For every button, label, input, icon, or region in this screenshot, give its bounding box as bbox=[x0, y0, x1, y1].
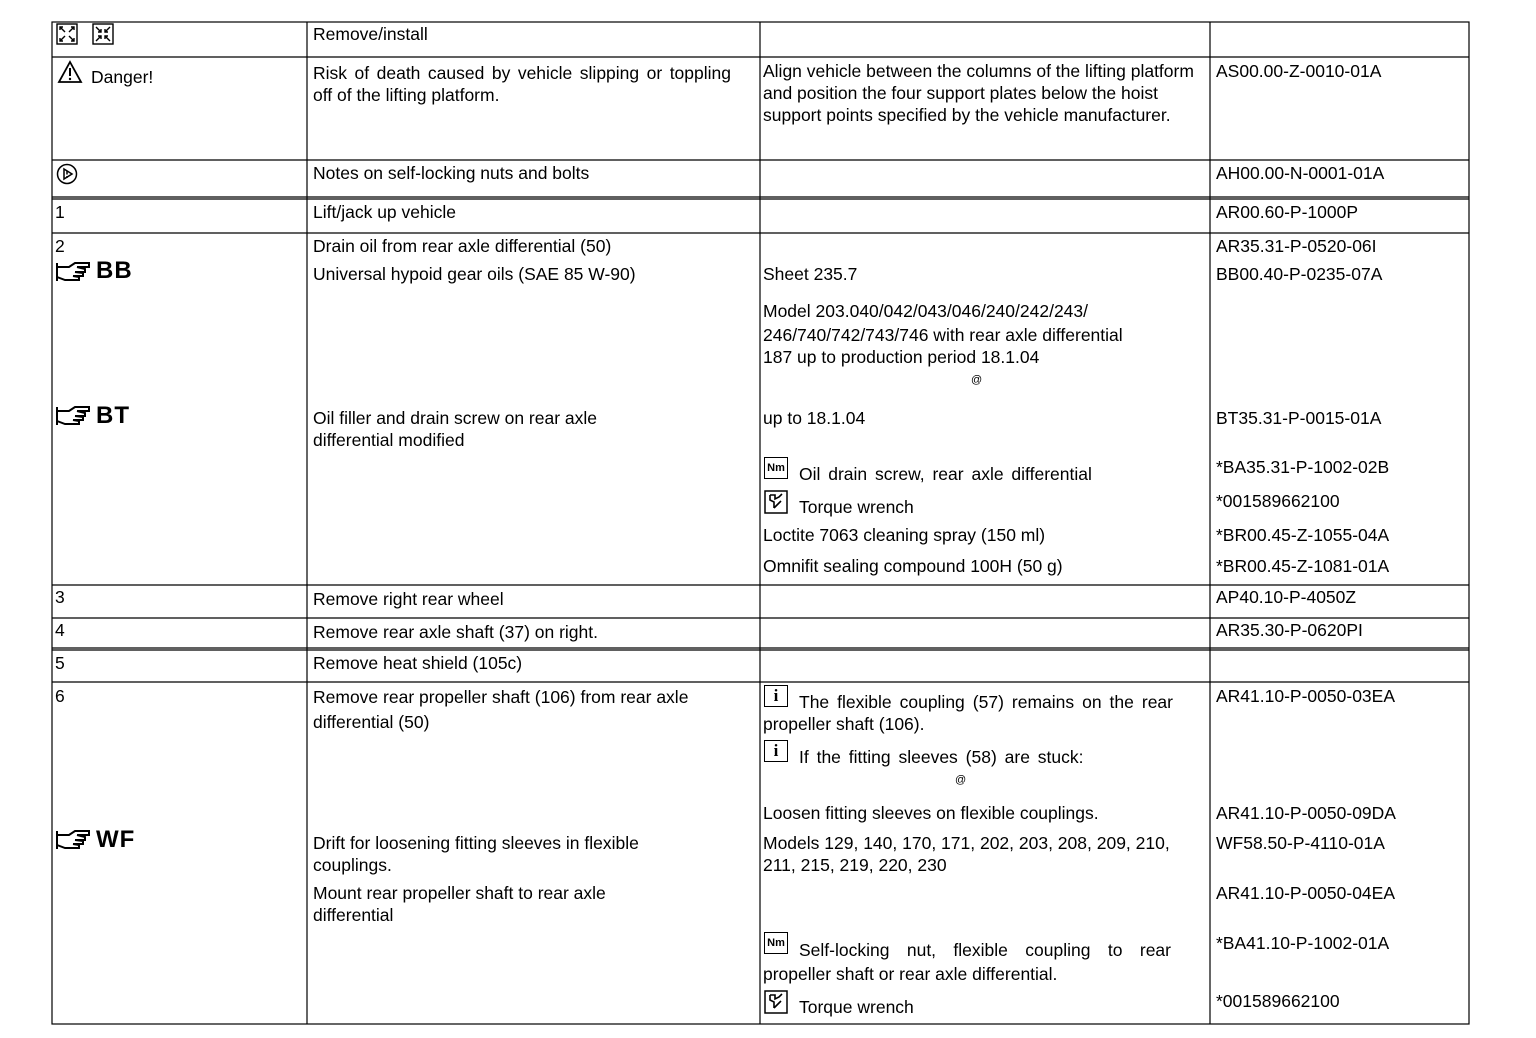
torque-label: Self-locking nut, flexible coupling to rear propeller shaft or rear axle differential. bbox=[763, 940, 1171, 984]
loctite-text: Loctite 7063 cleaning spray (150 ml) bbox=[763, 525, 1046, 545]
step-text: Remove heat shield (105c) bbox=[313, 653, 523, 673]
tool-ref: *001589662100 bbox=[1216, 991, 1340, 1011]
torque-wrench-icon bbox=[764, 490, 788, 514]
torque-ref: *BA35.31-P-1002-02B bbox=[1216, 457, 1390, 477]
note-play-icon bbox=[56, 163, 80, 187]
danger-ref: AS00.00-Z-0010-01A bbox=[1216, 61, 1382, 81]
bb-code: BB bbox=[96, 257, 133, 284]
danger-measure-text: Align vehicle between the columns of the lifting platform and position the four support plates below the hoist support points specified by the vehicle manufacturer. bbox=[763, 61, 1194, 125]
bb-model-line: Model 203.040/042/043/046/240/242/243/ bbox=[763, 301, 1089, 321]
loosen-text: Loosen fitting sleeves on flexible couplings. bbox=[763, 803, 1099, 823]
bb-model-line: 187 up to production period 18.1.04 bbox=[763, 347, 1040, 367]
info-text: The flexible coupling (57) remains on the rear propeller shaft (106). bbox=[763, 692, 1173, 734]
info-text: If the fitting sleeves (58) are stuck: bbox=[799, 747, 1084, 767]
warning-triangle-icon bbox=[57, 60, 83, 84]
loctite-ref: *BR00.45-Z-1055-04A bbox=[1216, 525, 1390, 545]
mount-ref: AR41.10-P-0050-04EA bbox=[1216, 883, 1395, 903]
pointing-hand-icon bbox=[55, 403, 95, 427]
tool-ref: *001589662100 bbox=[1216, 491, 1340, 511]
step-number: 1 bbox=[55, 202, 65, 222]
torque-ref: *BA41.10-P-1002-01A bbox=[1216, 933, 1390, 953]
step-number: 4 bbox=[55, 620, 65, 640]
wf-ref: WF58.50-P-4110-01A bbox=[1216, 833, 1385, 853]
bb-model-line: 246/740/742/743/746 with rear axle differential bbox=[763, 325, 1123, 345]
note-text: Notes on self-locking nuts and bolts bbox=[313, 163, 590, 183]
remove-install-icon bbox=[56, 23, 126, 47]
omnifit-text: Omnifit sealing compound 100H (50 g) bbox=[763, 556, 1063, 576]
bb-text: Universal hypoid gear oils (SAE 85 W-90) bbox=[313, 264, 636, 284]
danger-label: Danger! bbox=[91, 67, 154, 87]
step-ref: AR00.60-P-1000P bbox=[1216, 202, 1359, 222]
torque-nm-icon: Nm bbox=[764, 457, 788, 479]
bt-when: up to 18.1.04 bbox=[763, 408, 866, 428]
bt-ref: BT35.31-P-0015-01A bbox=[1216, 408, 1382, 428]
note-ref: AH00.00-N-0001-01A bbox=[1216, 163, 1385, 183]
step-number: 3 bbox=[55, 587, 65, 607]
bb-ref: BB00.40-P-0235-07A bbox=[1216, 264, 1383, 284]
wf-code: WF bbox=[96, 826, 136, 853]
step-ref: AP40.10-P-4050Z bbox=[1216, 587, 1357, 607]
loosen-ref: AR41.10-P-0050-09DA bbox=[1216, 803, 1396, 823]
step-ref: AR35.31-P-0520-06I bbox=[1216, 236, 1377, 256]
tool-label: Torque wrench bbox=[799, 497, 914, 517]
step-number: 2 bbox=[55, 236, 65, 256]
step-text: Remove rear propeller shaft (106) from rear axle differential (50) bbox=[313, 687, 689, 732]
step-text: Remove right rear wheel bbox=[313, 589, 504, 609]
pointing-hand-icon bbox=[55, 827, 95, 851]
bb-sheet: Sheet 235.7 bbox=[763, 264, 858, 284]
pointing-hand-icon bbox=[55, 259, 95, 283]
mount-text: Mount rear propeller shaft to rear axle differential bbox=[313, 883, 606, 925]
danger-risk-text: Risk of death caused by vehicle slipping or toppling off of the lifting platform. bbox=[313, 63, 731, 105]
at-symbol: @ bbox=[971, 374, 983, 386]
torque-wrench-icon bbox=[764, 990, 788, 1014]
remove-install-title: Remove/install bbox=[313, 24, 428, 44]
omnifit-ref: *BR00.45-Z-1081-01A bbox=[1216, 556, 1390, 576]
at-symbol: @ bbox=[955, 774, 967, 786]
tool-label: Torque wrench bbox=[799, 997, 914, 1017]
wf-models: Models 129, 140, 170, 171, 202, 203, 208, 209, 210, 211, 215, 219, 220, 230 bbox=[763, 833, 1170, 875]
step-text: Lift/jack up vehicle bbox=[313, 202, 456, 222]
torque-label: Oil drain screw, rear axle differential bbox=[799, 464, 1092, 484]
step-number: 6 bbox=[55, 686, 65, 706]
wf-text: Drift for loosening fitting sleeves in flexible couplings. bbox=[313, 833, 639, 875]
step-ref: AR35.30-P-0620PI bbox=[1216, 620, 1363, 640]
step-ref: AR41.10-P-0050-03EA bbox=[1216, 686, 1395, 706]
info-icon: i bbox=[764, 740, 788, 762]
step-number: 5 bbox=[55, 653, 65, 673]
info-icon: i bbox=[764, 685, 788, 707]
bt-code: BT bbox=[96, 402, 130, 429]
step-text: Drain oil from rear axle differential (50) bbox=[313, 236, 612, 256]
bt-text: Oil filler and drain screw on rear axle differential modified bbox=[313, 408, 598, 450]
torque-nm-icon: Nm bbox=[764, 932, 788, 954]
step-text: Remove rear axle shaft (37) on right. bbox=[313, 622, 598, 642]
